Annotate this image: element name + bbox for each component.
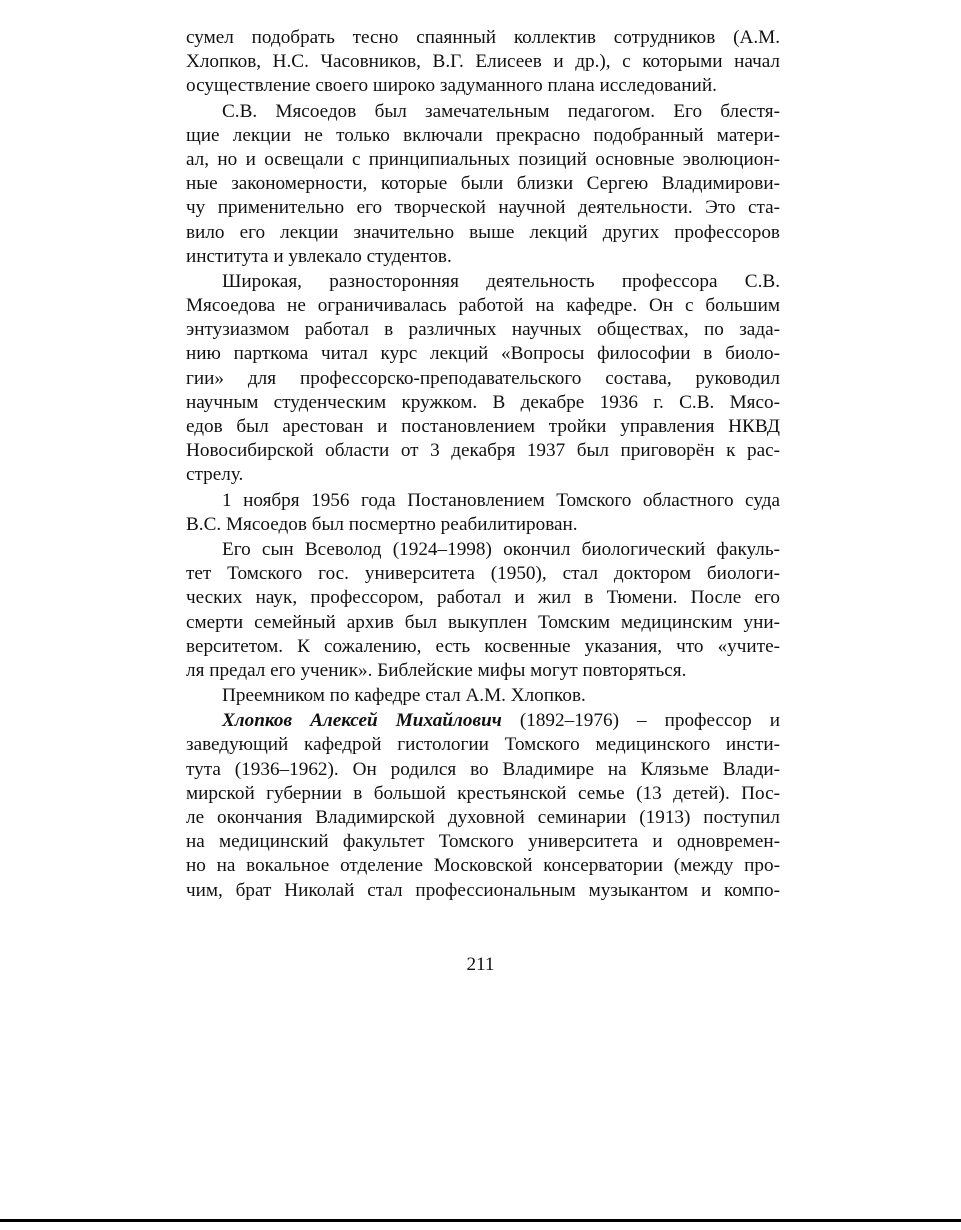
text-line: тута (1936–1962). Он родился во Владимире на Клязьме Влади- [186,758,780,780]
paragraph-7 [186,709,780,903]
document-page [186,26,780,904]
text-line: научным студенческим кружком. В декабре 1936 г. С.В. Мясо- [186,391,780,413]
text-line: ле окончания Владимирской духовной семинарии (1913) поступил [186,807,780,828]
text-line: ные закономерности, которые были близки Сергею Владимирови- [186,173,780,195]
person-name: Хлопков Алексей Михайлович [222,710,502,732]
paragraph-5 [186,538,780,683]
text-line: осуществление своего широко задуманного плана исследований. [186,75,717,97]
text-line: ля предал его ученик». Библейские мифы могут повторяться. [186,659,687,681]
page-number: 211 [466,954,495,975]
text-line: Широкая, разносторонняя деятельность профессора С.В. [222,270,780,292]
text-line: чу применительно его творческой научной деятельности. Это ста- [186,197,780,219]
text-line: В.С. Мясоедов был посмертно реабилитирован. [186,513,578,535]
text-line: чим, брат Николай стал профессиональным музыкантом и компо- [186,879,780,901]
text-line [186,709,780,733]
text-fragment: (1892–1976) – профессор и [501,710,780,732]
text-line: Мясоедова не ограничивалась работой на кафедре. Он с большим [186,295,780,317]
text-line: щие лекции не только включали прекрасно подобранный матери- [186,124,780,146]
text-line: гии» для профессорско-преподавательского состава, руководил [186,367,780,389]
paragraph-3 [186,270,780,488]
text-line: смерти семейный архив был выкуплен Томским медицинским уни- [186,611,780,633]
paragraph-6 [186,684,780,708]
text-line: верситетом. К сожалению, есть косвенные указания, что «учите- [186,635,780,657]
text-line: тет Томского гос. университета (1950), стал доктором биологи- [186,563,780,585]
text-line: заведующий кафедрой гистологии Томского медицинского инсти- [186,734,780,756]
paragraph-2 [186,100,780,269]
text-line: вило его лекции значительно выше лекций других профессоров [186,221,780,243]
text-line: но на вокальное отделение Московской консерватории (между про- [186,855,780,877]
text-line: нию парткома читал курс лекций «Вопросы философии в биоло- [186,343,780,365]
text-line: сумел подобрать тесно спаянный коллектив сотрудников (А.М. [186,27,780,48]
text-line: Хлопков, Н.С. Часовников, В.Г. Елисеев и др.), с которыми начал [186,51,780,73]
text-line: мирской губернии в большой крестьянской семье (13 детей). Пос- [186,782,780,804]
paragraph-1 [186,26,780,99]
text-line: 1 ноября 1956 года Постановлением Томского областного суда [222,489,780,511]
text-line: института и увлекало студентов. [186,245,452,267]
text-line: стрелу. [186,464,244,486]
text-line: на медицинский факультет Томского университета и одновремен- [186,831,780,853]
bottom-border-rule [0,1219,961,1222]
text-line: ческих наук, профессором, работал и жил в Тюмени. После его [186,587,780,609]
text-line: Новосибирской области от 3 декабря 1937 был приговорён к рас- [186,440,780,462]
paragraph-4 [186,489,780,537]
text-line: энтузиазмом работал в различных научных обществах, по зада- [186,319,780,341]
text-line: едов был арестован и постановлением тройки управления НКВД [186,416,780,437]
text-line: Преемником по кафедре стал А.М. Хлопков. [222,685,586,707]
text-line: С.В. Мясоедов был замечательным педагогом. Его блестя- [222,100,780,122]
text-line: Его сын Всеволод (1924–1998) окончил биологический факуль- [222,538,780,560]
text-line: ал, но и освещали с принципиальных позиций основные эволюцион- [186,148,780,170]
